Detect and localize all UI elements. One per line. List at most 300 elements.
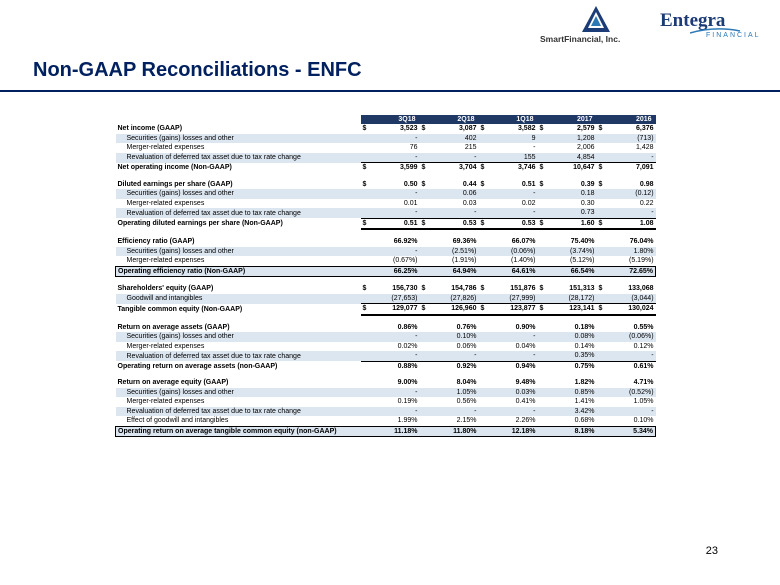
currency-cell: $ [597, 163, 607, 173]
value-cell: 3.42% [548, 407, 597, 417]
value-cell: - [430, 153, 479, 163]
value-cell: 1.41% [574, 398, 595, 406]
spacer-cell [116, 173, 656, 180]
currency-cell [538, 351, 548, 361]
currency-cell [361, 388, 371, 398]
currency-cell [420, 134, 430, 144]
row-label: Securities (gains) losses and other [116, 332, 361, 342]
currency-cell [479, 323, 489, 333]
currency-cell [597, 208, 607, 218]
column-header: 2Q18 [420, 115, 479, 124]
value-cell: (1.91%) [451, 257, 477, 265]
currency-cell [538, 361, 548, 371]
currency-cell [597, 351, 607, 361]
value-cell: - [489, 189, 538, 199]
value-cell: 6,376 [636, 125, 654, 133]
currency-cell [361, 378, 371, 388]
currency-cell [361, 153, 371, 163]
row-label: Diluted earnings per share (GAAP) [117, 180, 233, 188]
currency-cell [361, 323, 371, 333]
value-cell: 0.73 [548, 208, 597, 218]
value-cell: 8.04% [456, 379, 477, 387]
currency-cell [597, 134, 607, 144]
row-label: Net operating income (Non-GAAP) [117, 164, 232, 171]
value-cell: - [371, 332, 420, 342]
value-cell: 2.15% [456, 417, 477, 425]
value-cell: - [607, 208, 656, 218]
currency-cell [420, 208, 430, 218]
value-cell: (0.67%) [392, 257, 418, 265]
currency-cell [479, 153, 489, 163]
smartfinancial-logo-text: SmartFinancial, Inc. [540, 34, 621, 44]
row-label: Tangible common equity (Non-GAAP) [117, 305, 243, 313]
value-cell: 0.53 [430, 218, 479, 229]
spacer-cell [116, 315, 656, 323]
currency-cell [420, 342, 430, 352]
currency-cell: $ [539, 180, 544, 188]
value-cell: 0.18 [548, 189, 597, 199]
value-cell: 0.44 [462, 180, 477, 188]
value-cell: 5.34% [607, 426, 656, 437]
value-cell: 0.75% [548, 361, 597, 371]
spacer-row [116, 173, 656, 180]
value-cell: 76 [409, 144, 418, 152]
currency-cell [361, 134, 371, 144]
value-cell: - [371, 134, 420, 144]
currency-cell [538, 134, 548, 144]
currency-cell [538, 189, 548, 199]
currency-cell [479, 294, 489, 304]
spacer-row [116, 315, 656, 323]
table-row [116, 180, 656, 190]
currency-cell [479, 266, 489, 277]
currency-cell [420, 294, 430, 304]
currency-cell [597, 332, 607, 342]
row-label: Securities (gains) losses and other [116, 189, 361, 199]
currency-cell [420, 189, 430, 199]
value-cell: (3,044) [607, 294, 656, 304]
currency-cell [597, 342, 607, 352]
currency-cell: $ [420, 163, 430, 173]
value-cell: (27,653) [371, 294, 420, 304]
table-row [116, 153, 656, 163]
currency-cell [538, 153, 548, 163]
table-header-row [116, 115, 656, 124]
page-title: Non-GAAP Reconciliations - ENFC [33, 59, 362, 81]
row-label: Revaluation of deferred tax asset due to tax rate change [116, 208, 361, 218]
value-cell: 3,704 [430, 163, 479, 173]
value-cell: 130,024 [607, 304, 656, 315]
value-cell: 0.90% [515, 323, 536, 331]
value-cell: 133,068 [628, 285, 654, 293]
currency-cell [420, 153, 430, 163]
currency-cell [361, 397, 371, 407]
value-cell: 0.50 [403, 180, 418, 188]
currency-cell [538, 208, 548, 218]
value-cell: 0.53 [489, 218, 538, 229]
value-cell: 0.76% [456, 323, 477, 331]
value-cell: - [489, 351, 538, 361]
currency-cell [420, 397, 430, 407]
smartfinancial-logo [540, 6, 650, 46]
value-cell: - [430, 407, 479, 417]
currency-cell [361, 237, 371, 247]
value-cell: 0.51 [521, 180, 536, 188]
currency-cell [597, 323, 607, 333]
value-cell: 12.18% [489, 426, 538, 437]
page-number: 23 [705, 545, 718, 557]
table-row [116, 237, 656, 247]
row-label: Merger-related expenses [126, 199, 205, 207]
currency-cell: $ [361, 218, 371, 229]
value-cell: 0.03 [462, 199, 477, 207]
value-cell: 123,141 [548, 304, 597, 315]
value-cell: 11.18% [371, 426, 420, 437]
value-cell: (28,172) [548, 294, 597, 304]
spacer-cell [116, 229, 656, 237]
table-row [116, 189, 656, 199]
table-row [116, 342, 656, 352]
currency-cell: $ [362, 285, 367, 293]
value-cell: (713) [607, 134, 656, 144]
value-cell: 0.51 [371, 218, 420, 229]
value-cell: 154,786 [451, 285, 477, 293]
currency-cell [361, 426, 371, 437]
value-cell: 66.25% [371, 266, 420, 277]
value-cell: (0.52%) [607, 388, 656, 398]
currency-cell [420, 351, 430, 361]
value-cell: (0.06%) [489, 247, 538, 257]
value-cell: 1.60 [548, 218, 597, 229]
currency-cell [420, 426, 430, 437]
value-cell: 0.35% [548, 351, 597, 361]
currency-cell [597, 143, 607, 153]
value-cell: 0.92% [430, 361, 479, 371]
spacer-cell [116, 277, 656, 285]
value-cell: 9.48% [515, 379, 536, 387]
currency-cell [538, 388, 548, 398]
value-cell: - [371, 407, 420, 417]
row-label: Return on average equity (GAAP) [117, 379, 229, 387]
reconciliation-table [115, 115, 656, 437]
currency-cell [479, 416, 489, 426]
value-cell: 0.10% [633, 417, 654, 425]
value-cell: 2,579 [576, 125, 595, 133]
currency-cell [479, 134, 489, 144]
currency-cell [597, 266, 607, 277]
row-label: Merger-related expenses [126, 398, 205, 406]
value-cell: (5.19%) [629, 257, 654, 265]
table-body [116, 124, 656, 437]
currency-cell: $ [361, 304, 371, 315]
currency-cell [538, 397, 548, 407]
title-divider [0, 90, 780, 92]
value-cell: 1,208 [548, 134, 597, 144]
currency-cell [597, 397, 607, 407]
currency-cell [597, 189, 607, 199]
value-cell: 0.06 [430, 189, 479, 199]
table-row [116, 388, 656, 398]
currency-cell [479, 247, 489, 257]
row-label: Efficiency ratio (GAAP) [117, 238, 195, 246]
value-cell: - [371, 189, 420, 199]
value-cell: 0.30 [580, 199, 595, 207]
value-cell: 64.94% [430, 266, 479, 277]
table-row [116, 163, 656, 173]
currency-cell [479, 388, 489, 398]
value-cell: (27,999) [489, 294, 538, 304]
value-cell: - [489, 208, 538, 218]
table-row [116, 124, 656, 134]
currency-cell [597, 416, 607, 426]
currency-cell [361, 361, 371, 371]
currency-cell [361, 266, 371, 277]
value-cell: 0.08% [548, 332, 597, 342]
value-cell: 0.18% [574, 323, 595, 331]
value-cell: 0.98 [639, 180, 654, 188]
spacer-row [116, 371, 656, 378]
spacer-cell [116, 371, 656, 378]
row-label: Securities (gains) losses and other [116, 247, 361, 257]
value-cell: - [489, 332, 538, 342]
row-label: Net income (GAAP) [117, 125, 183, 133]
currency-cell: $ [480, 285, 485, 293]
currency-cell [597, 237, 607, 247]
currency-cell [538, 342, 548, 352]
currency-cell [361, 208, 371, 218]
currency-cell: $ [361, 163, 371, 173]
value-cell: 4.71% [633, 379, 654, 387]
currency-cell: $ [597, 304, 607, 315]
row-label: Merger-related expenses [126, 257, 205, 265]
value-cell: 66.54% [548, 266, 597, 277]
row-label: Securities (gains) losses and other [116, 388, 361, 398]
currency-cell [538, 426, 548, 437]
column-header: 2017 [538, 115, 597, 124]
currency-cell: $ [420, 304, 430, 315]
currency-cell [597, 378, 607, 388]
currency-cell: $ [538, 304, 548, 315]
table-row [116, 304, 656, 315]
value-cell: 7,091 [607, 163, 656, 173]
row-label: Operating return on average tangible common equity (non-GAAP) [116, 426, 361, 437]
currency-cell [538, 199, 548, 209]
value-cell: 3,599 [371, 163, 420, 173]
table-row [116, 218, 656, 229]
value-cell: 126,960 [430, 304, 479, 315]
value-cell: 0.61% [607, 361, 656, 371]
value-cell: 0.10% [430, 332, 479, 342]
table-row [116, 323, 656, 333]
currency-cell [479, 342, 489, 352]
value-cell: 0.01 [403, 199, 418, 207]
value-cell: 0.19% [397, 398, 418, 406]
table-row [116, 247, 656, 257]
value-cell: - [607, 153, 656, 163]
currency-cell: $ [362, 125, 367, 133]
row-label: Revaluation of deferred tax asset due to tax rate change [116, 351, 361, 361]
table-row [116, 256, 656, 266]
currency-cell: $ [421, 180, 426, 188]
value-cell: - [533, 144, 536, 152]
currency-cell [479, 397, 489, 407]
value-cell: 3,746 [489, 163, 538, 173]
table-row [116, 134, 656, 144]
currency-cell: $ [538, 163, 548, 173]
value-cell: 0.14% [574, 342, 595, 350]
value-cell: 0.12% [633, 342, 654, 350]
row-label: Operating return on average assets (non-GAAP) [117, 362, 278, 370]
currency-cell [420, 237, 430, 247]
entegra-logo-name: Entegra [660, 10, 726, 31]
currency-cell [420, 199, 430, 209]
currency-cell [538, 323, 548, 333]
value-cell: 0.94% [489, 361, 538, 371]
value-cell: 2.26% [515, 417, 536, 425]
value-cell: 0.04% [515, 342, 536, 350]
currency-cell: $ [421, 125, 426, 133]
column-header: 3Q18 [361, 115, 420, 124]
currency-cell [361, 256, 371, 266]
table-row [116, 199, 656, 209]
currency-cell [420, 143, 430, 153]
currency-cell: $ [421, 285, 426, 293]
value-cell: 3,582 [517, 125, 536, 133]
value-cell: 8.18% [548, 426, 597, 437]
currency-cell [538, 378, 548, 388]
value-cell: 75.40% [570, 238, 595, 246]
spacer-row [116, 277, 656, 285]
value-cell: 1.82% [574, 379, 595, 387]
reconciliation-table-wrap [115, 115, 655, 437]
value-cell: 10,647 [548, 163, 597, 173]
currency-cell [361, 189, 371, 199]
value-cell: 0.06% [456, 342, 477, 350]
currency-cell [479, 332, 489, 342]
value-cell: 4,854 [548, 153, 597, 163]
currency-cell [597, 153, 607, 163]
table-row [116, 294, 656, 304]
currency-cell [538, 294, 548, 304]
value-cell: (1.40%) [510, 257, 536, 265]
currency-cell: $ [539, 285, 544, 293]
table-row [116, 284, 656, 294]
value-cell: 151,876 [510, 285, 536, 293]
value-cell: - [430, 351, 479, 361]
value-cell: (5.12%) [570, 257, 595, 265]
currency-cell: $ [597, 218, 607, 229]
column-header: 1Q18 [479, 115, 538, 124]
value-cell: 0.02 [521, 199, 536, 207]
value-cell: 0.86% [397, 323, 418, 331]
value-cell: 123,877 [489, 304, 538, 315]
currency-cell [479, 407, 489, 417]
row-label: Revaluation of deferred tax asset due to tax rate change [116, 407, 361, 417]
value-cell: 69.36% [452, 238, 477, 246]
row-label: Return on average assets (GAAP) [117, 323, 230, 331]
currency-cell: $ [480, 180, 485, 188]
currency-cell: $ [479, 304, 489, 315]
currency-cell [479, 256, 489, 266]
currency-cell [420, 323, 430, 333]
value-cell: 0.22 [639, 199, 654, 207]
currency-cell [479, 378, 489, 388]
table-row [116, 416, 656, 426]
value-cell: - [371, 247, 420, 257]
value-cell: - [607, 351, 656, 361]
currency-cell [538, 407, 548, 417]
currency-cell [420, 416, 430, 426]
currency-cell [479, 237, 489, 247]
value-cell: 0.88% [371, 361, 420, 371]
value-cell: (2.51%) [430, 247, 479, 257]
value-cell: 0.39 [580, 180, 595, 188]
value-cell: 155 [489, 153, 538, 163]
currency-cell [538, 266, 548, 277]
logo-area [530, 6, 770, 46]
value-cell: 3,087 [458, 125, 477, 133]
currency-cell [361, 143, 371, 153]
value-cell: 1.08 [607, 218, 656, 229]
currency-cell [361, 342, 371, 352]
value-cell: 9 [489, 134, 538, 144]
currency-cell [420, 332, 430, 342]
value-cell: 76.04% [629, 238, 654, 246]
currency-cell [361, 407, 371, 417]
value-cell: 0.55% [633, 323, 654, 331]
header-blank [116, 115, 361, 124]
row-label: Operating diluted earnings per share (Non-GAAP) [117, 220, 283, 227]
currency-cell [479, 351, 489, 361]
value-cell: 9.00% [397, 379, 418, 387]
currency-cell [420, 407, 430, 417]
currency-cell [479, 426, 489, 437]
currency-cell [420, 247, 430, 257]
currency-cell [538, 247, 548, 257]
value-cell: 0.02% [397, 342, 418, 350]
row-label: Effect of goodwill and intangibles [126, 417, 229, 425]
value-cell: 66.07% [511, 238, 536, 246]
currency-cell: $ [539, 125, 544, 133]
value-cell: 0.41% [515, 398, 536, 406]
currency-cell [597, 294, 607, 304]
currency-cell: $ [598, 125, 603, 133]
value-cell: 1.99% [397, 417, 418, 425]
value-cell: (0.12) [607, 189, 656, 199]
row-label: Shareholders' equity (GAAP) [117, 285, 214, 293]
row-label: Goodwill and intangibles [116, 294, 361, 304]
value-cell: 64.61% [489, 266, 538, 277]
table-row [116, 351, 656, 361]
entegra-logo [660, 10, 770, 46]
currency-cell [479, 143, 489, 153]
currency-cell [597, 256, 607, 266]
value-cell: 0.03% [489, 388, 538, 398]
table-row [116, 143, 656, 153]
table-row [116, 361, 656, 371]
value-cell: 151,313 [569, 285, 595, 293]
currency-cell [538, 332, 548, 342]
value-cell: 1.80% [607, 247, 656, 257]
currency-cell: $ [598, 285, 603, 293]
currency-cell [597, 199, 607, 209]
table-row [116, 266, 656, 277]
currency-cell [538, 143, 548, 153]
value-cell: - [371, 388, 420, 398]
currency-cell [597, 361, 607, 371]
table-row [116, 426, 656, 437]
row-label: Operating efficiency ratio (Non-GAAP) [116, 266, 361, 277]
